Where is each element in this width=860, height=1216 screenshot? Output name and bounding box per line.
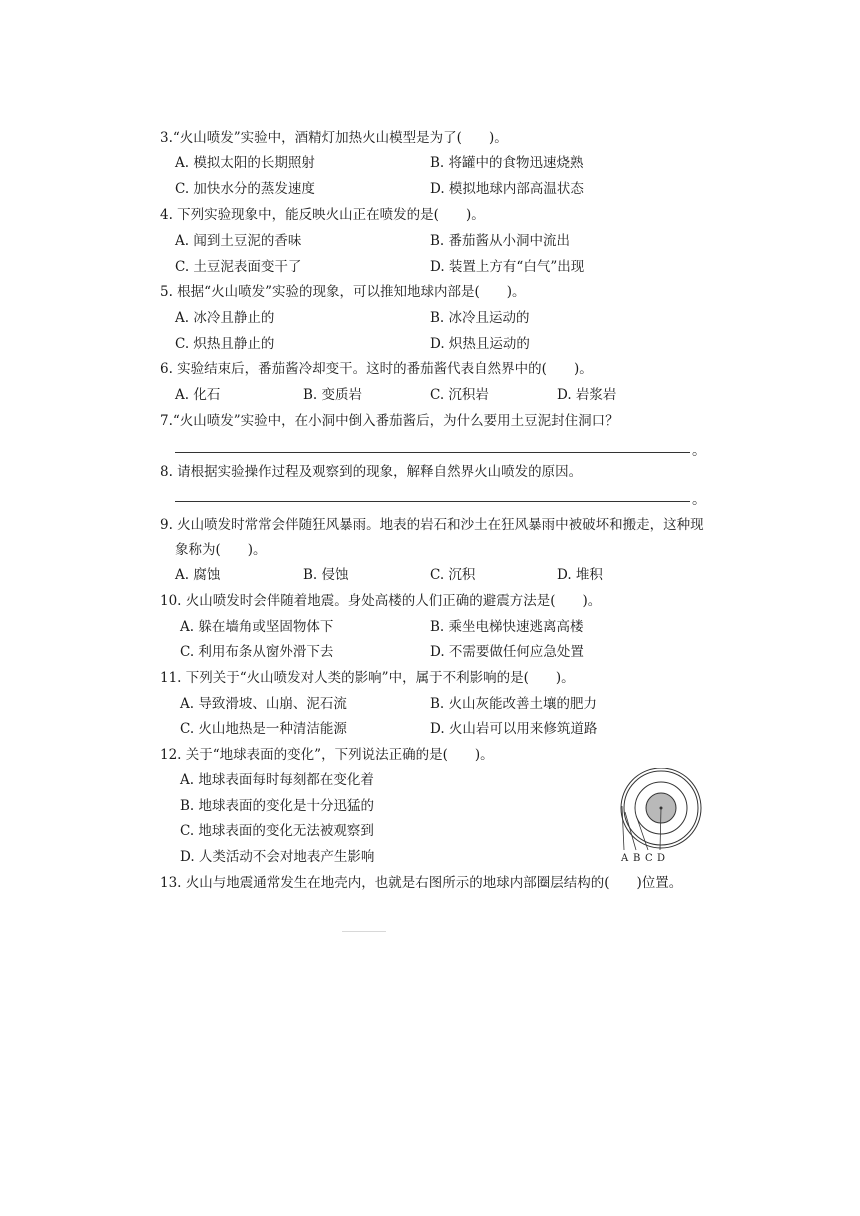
question-11-option-b[interactable]: B. 火山灰能改善土壤的肥力: [430, 696, 598, 712]
question-4-option-d[interactable]: D. 装置上方有“白气”出现: [430, 259, 585, 275]
question-3-stem: 3.“火山喷发”实验中，酒精灯加热火山模型是为了( )。: [160, 130, 508, 146]
question-9-option-d[interactable]: D. 堆积: [557, 567, 603, 583]
question-3-option-c[interactable]: C. 加快水分的蒸发速度: [175, 181, 315, 197]
question-10-option-c[interactable]: C. 利用布条从窗外滑下去: [180, 644, 334, 660]
pointer-c: [637, 818, 648, 850]
question-5-option-d[interactable]: D. 炽热且运动的: [430, 336, 530, 352]
question-11-option-d[interactable]: D. 火山岩可以用来修筑道路: [430, 721, 598, 737]
question-9-option-b[interactable]: B. 侵蚀: [303, 567, 349, 583]
question-5-option-c[interactable]: C. 炽热且静止的: [175, 336, 275, 352]
question-11-option-c[interactable]: C. 火山地热是一种清洁能源: [180, 721, 347, 737]
figure-label-a: A: [621, 853, 629, 864]
question-11-stem: 11. 下列关于“火山喷发对人类的影响”中，属于不利影响的是( )。: [160, 670, 575, 686]
question-10-option-d[interactable]: D. 不需要做任何应急处置: [430, 644, 584, 660]
question-13-stem: 13. 火山与地震通常发生在地壳内，也就是右图所示的地球内部圈层结构的( )位置。: [160, 875, 683, 891]
question-3-option-d[interactable]: D. 模拟地球内部高温状态: [430, 181, 584, 197]
question-12-option-c[interactable]: C. 地球表面的变化无法被观察到: [180, 823, 374, 839]
figure-label-c: C: [645, 853, 653, 864]
question-12-stem: 12. 关于“地球表面的变化”，下列说法正确的是( )。: [160, 747, 494, 763]
figure-label-b: B: [633, 853, 641, 864]
earth-layers-diagram: [612, 768, 722, 868]
question-4-option-b[interactable]: B. 番茄酱从小洞中流出: [430, 233, 571, 249]
question-7-period: 。: [692, 443, 706, 459]
question-6-option-c[interactable]: C. 沉积岩: [430, 387, 489, 403]
question-9-option-c[interactable]: C. 沉积: [430, 567, 476, 583]
question-5-option-b[interactable]: B. 冰冷且运动的: [430, 310, 530, 326]
scan-mark: [342, 931, 386, 932]
question-9-option-a[interactable]: A. 腐蚀: [175, 567, 221, 583]
question-12-option-b[interactable]: B. 地球表面的变化是十分迅猛的: [180, 798, 375, 814]
question-6-option-b[interactable]: B. 变质岩: [303, 387, 363, 403]
question-5-stem: 5. 根据“火山喷发”实验的现象，可以推知地球内部是( )。: [160, 284, 526, 300]
question-8-stem: 8. 请根据实验操作过程及观察到的现象，解释自然界火山喷发的原因。: [160, 464, 583, 480]
question-8-period: 。: [692, 492, 706, 508]
question-6-option-d[interactable]: D. 岩浆岩: [557, 387, 617, 403]
question-3-option-b[interactable]: B. 将罐中的食物迅速烧熟: [430, 155, 584, 171]
question-12-option-d[interactable]: D. 人类活动不会对地表产生影响: [180, 849, 375, 865]
question-6-option-a[interactable]: A. 化石: [175, 387, 221, 403]
question-5-option-a[interactable]: A. 冰冷且静止的: [175, 310, 275, 326]
question-10-stem: 10. 火山喷发时会伴随着地震。身处高楼的人们正确的避震方法是( )。: [160, 593, 602, 609]
question-7-stem: 7.“火山喷发”实验中，在小洞中倒入番茄酱后，为什么要用土豆泥封住洞口？: [160, 413, 619, 429]
question-11-option-a[interactable]: A. 导致滑坡、山崩、泥石流: [180, 696, 347, 712]
question-10-option-a[interactable]: A. 躲在墙角或坚固物体下: [180, 619, 334, 635]
pointer-a: [622, 806, 624, 850]
question-8-answer-line[interactable]: [175, 501, 690, 502]
question-3-option-a[interactable]: A. 模拟太阳的长期照射: [175, 155, 315, 171]
question-4-option-c[interactable]: C. 土豆泥表面变干了: [175, 259, 302, 275]
figure-label-d: D: [657, 853, 666, 864]
question-10-option-b[interactable]: B. 乘坐电梯快速逃离高楼: [430, 619, 584, 635]
question-4-stem: 4. 下列实验现象中，能反映火山正在喷发的是( )。: [160, 207, 485, 223]
question-12-option-a[interactable]: A. 地球表面每时每刻都在变化着: [180, 772, 374, 788]
question-9-stem: 9. 火山喷发时常常会伴随狂风暴雨。地表的岩石和沙土在狂风暴雨中被破坏和搬走，这种现: [160, 517, 704, 533]
question-6-stem: 6. 实验结束后，番茄酱冷却变干。这时的番茄酱代表自然界中的( )。: [160, 361, 593, 377]
question-4-option-a[interactable]: A. 闻到土豆泥的香味: [175, 233, 302, 249]
pointer-b: [625, 812, 636, 850]
question-7-answer-line[interactable]: [175, 452, 690, 453]
question-9-stem-continued: 象称为( )。: [175, 542, 267, 558]
